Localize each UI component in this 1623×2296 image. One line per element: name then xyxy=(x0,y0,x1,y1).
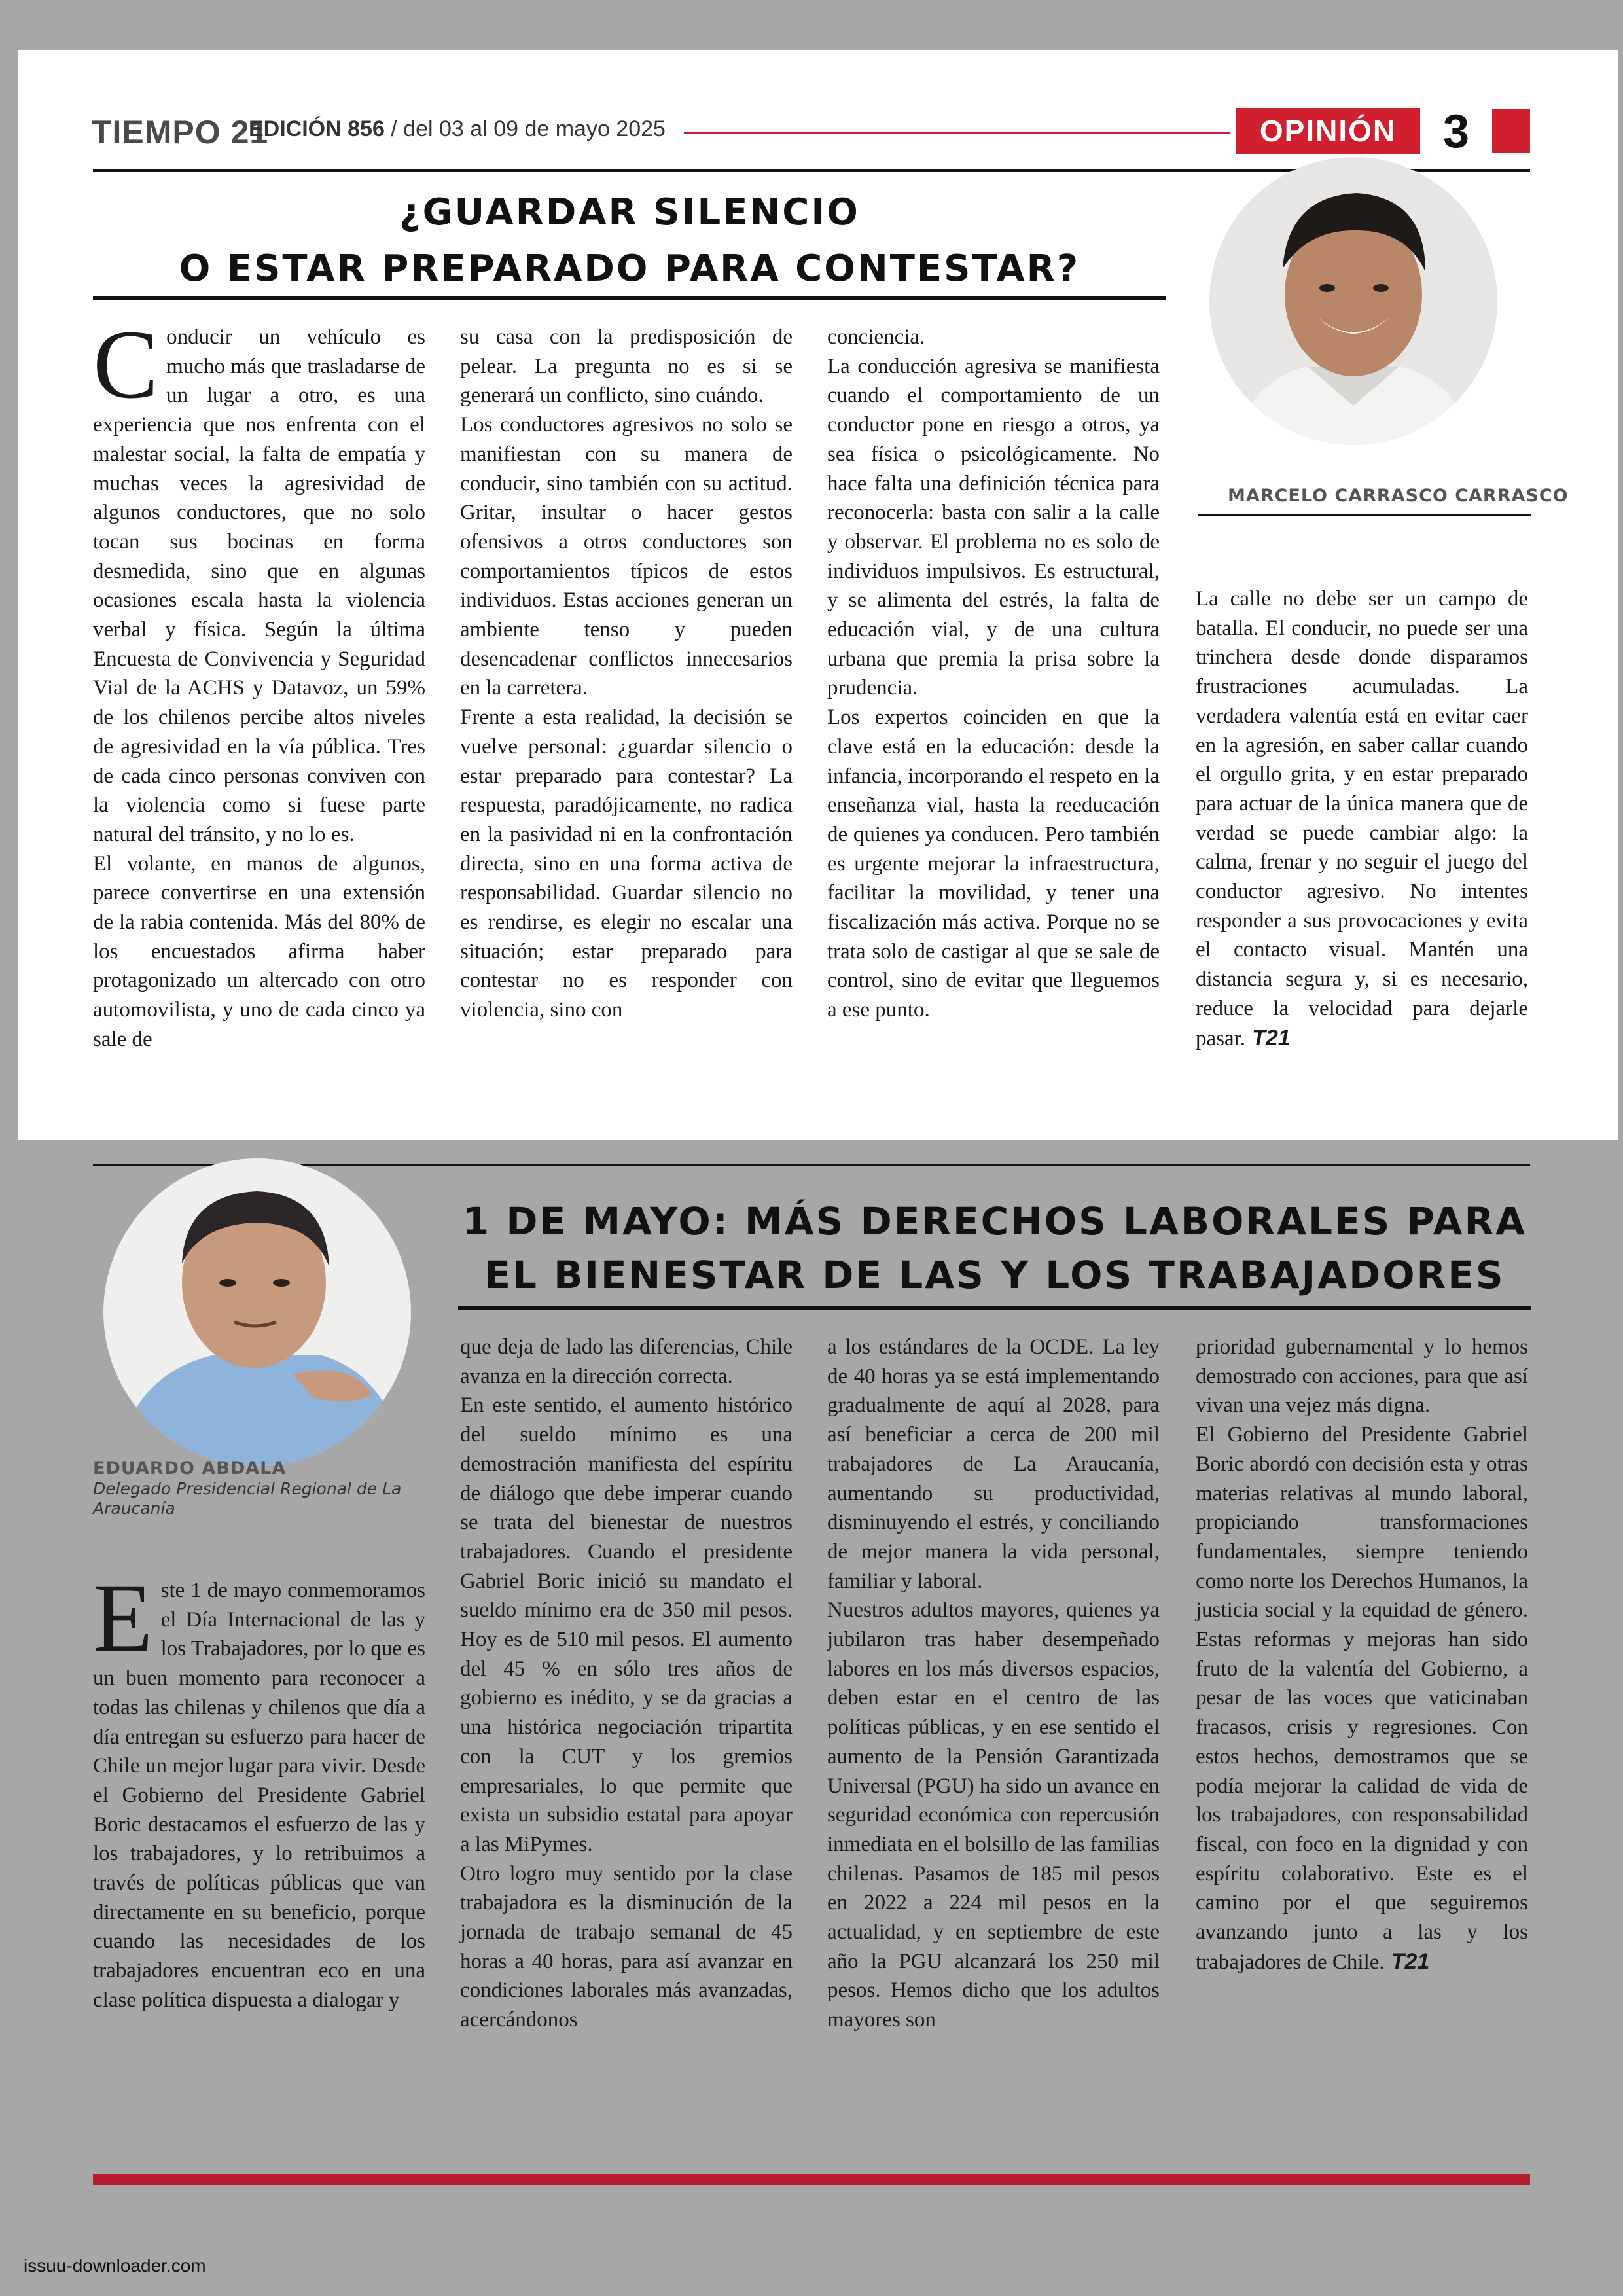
article1-paragraph: Conducir un vehículo es mucho más que trasladarse de un lugar a otro, es una experiencia que nos enfrenta con el malestar social, la falta de empatía y muchas veces la agresividad de algunos conductores, que no solo tocan sus bocinas en forma desmedida, sino que en algunas ocasiones escala hasta la violencia verbal y física. Según la última Encuesta de Convivencia y Seguridad Vial de la ACHS y Datavoz, un 59% de los chilenos percibe altos niveles de agresividad en la vía pública. Tres de cada cinco personas conviven con la violencia como si fuese parte natural del tránsito, y no lo es. xyxy=(93,310,425,846)
article1-title xyxy=(93,185,1166,297)
article2-paragraph: Este 1 de mayo conmemoramos el Día Internacional de las y los Trabajadores, por lo que es un buen momento para reconocer a todas las chilenas y chilenos que día a día entregan su esfuerzo para hacer de Chile un mejor lugar para vivir. Desde el Gobierno del Presidente Gabriel Boric destacamos el esfuerzo de las y los trabajadores, y lo retribuimos a través de políticas públicas que van directamente en su beneficio, porque cuando las necesidades de los trabajadores encuentran eco en una clase política dispuesta a dialogar y xyxy=(93,1564,425,2012)
article1-column-3 xyxy=(827,323,1160,1025)
header-red-line xyxy=(684,132,1230,134)
article2-paragraph: que deja de lado las diferencias, Chile avanza en la dirección correcta. xyxy=(460,1335,793,1388)
author1-name: MARCELO CARRASCO CARRASCO xyxy=(1228,486,1569,506)
article1-paragraph: La calle no debe ser un campo de batalla. El conducir, no puede ser una trinchera desde donde disparamos frustraciones acumuladas. La verdadera valentía está en evitar caer en la agresión, en saber callar cuando el orgullo grita, y en estar preparado para actuar de la única manera que de verdad se puede cambiar algo: la calma, frenar y no seguir el juego del conductor agresivo. No intentes responder a sus provocaciones y evita el contacto visual. Mantén una distancia segura y, si es necesario, reduce la velocidad para dejarle pasar. T21 xyxy=(1196,587,1528,1050)
footer-red-rule xyxy=(93,2174,1530,2185)
article2-column-3 xyxy=(827,1333,1160,2035)
article2-paragraph: a los estándares de la OCDE. La ley de 40 horas ya se está implementando gradualmente de aquí al 2028, para así beneficiar a cerca de 200 mil trabajadores de La Araucanía, aumentando su productividad, disminuyendo el estrés, y conciliando de mejor manera la vida personal, familiar y laboral. xyxy=(827,1335,1160,1593)
article2-title-line1: 1 DE MAYO: MÁS DERECHOS LABORALES PARA xyxy=(462,1199,1527,1244)
author1-rule xyxy=(1198,514,1531,516)
article2-column-1 xyxy=(93,1564,425,2015)
article1-paragraph: Frente a esta realidad, la decisión se vuelve personal: ¿guardar silencio o estar preparado para contestar? La respuesta, paradójicamente, no radica en la pasividad ni en la confrontación directa, sino en una forma activa de responsabilidad. Guardar silencio no es rendirse, es elegir no escalar una situación; estar preparado para contestar no es responder con violencia, sino con xyxy=(460,706,793,1022)
article2-paragraph: El Gobierno del Presidente Gabriel Boric abordó con decisión esta y otras materias relativas al mundo laboral, propiciando transformaciones fundamentales, siempre teniendo como norte los Derechos Humanos, la justicia social y la equidad de género. Estas reformas y mejoras han sido fruto de la valentía del Gobierno, a pesar de las voces que vaticinaban fracasos, crisis y regresiones. Con estos hechos, demostramos que se podía mejorar la calidad de vida de los trabajadores, con responsabilidad fiscal, con foco en la dignidad y con espíritu colaborativo. Este es el camino por el que seguiremos avanzando junto a las y los trabajadores de Chile. T21 xyxy=(1196,1423,1528,1974)
page-marker xyxy=(1492,109,1530,153)
article1-column-1 xyxy=(93,310,425,1054)
article1-paragraph: Los conductores agresivos no solo se manifiestan con su manera de conducir, sino también con su actitud. Gritar, insultar o hacer gestos ofensivos a otros conductores son comportamientos típicos de estos individuos. Estas acciones generan un ambiente tenso y pueden desencadenar conflictos innecesarios en la carretera. xyxy=(460,413,793,700)
article2-paragraph: Otro logro muy sentido por la clase trabajadora es la disminución de la jornada de trabajo semanal de 45 horas a 40 horas, para así avanzar en condiciones laborales más avanzadas, acercándonos xyxy=(460,1861,793,2032)
watermark-text: issuu-downloader.com xyxy=(24,2255,206,2276)
article1-title-line1: ¿GUARDAR SILENCIO xyxy=(399,191,860,234)
article-separator xyxy=(93,1164,1530,1166)
article1-paragraph: Los expertos coinciden en que la clave está en la educación: desde la infancia, incorporando el respeto en la enseñanza vial, hasta la reeducación de quienes ya conducen. Pero también es urgente mejorar la infraestructura, facilitar la movilidad, y tener una fiscalización más activa. Porque no se trata solo de castigar al que se sale de control, sino de evitar que lleguemos a ese punto. xyxy=(827,706,1160,1022)
article2-paragraph: prioridad gubernamental y lo hemos demostrado con acciones, para que así vivan una vejez más digna. xyxy=(1196,1335,1528,1418)
article1-paragraph: La conducción agresiva se manifiesta cuando el comportamiento de un conductor pone en riesgo a otros, ya sea física o psicológicamente. No hace falta una definición técnica para reconocerla: basta con salir a la calle y observar. El problema no es solo de individuos impulsivos. Es estructural, y se alimenta del estrés, la falta de educación vial, y de una cultura urbana que premia la prisa sobre la prudencia. xyxy=(827,354,1160,700)
article1-column-2 xyxy=(460,323,793,1025)
page-number: 3 xyxy=(1442,105,1470,158)
edition-number: EDICIÓN 856 xyxy=(249,117,385,141)
article1-title-rule xyxy=(93,296,1166,300)
section-label: OPINIÓN xyxy=(1236,108,1420,154)
article2-title xyxy=(458,1194,1531,1302)
article2-title-rule xyxy=(458,1306,1531,1310)
author2-photo xyxy=(103,1158,411,1466)
article1-title-line2: O ESTAR PREPARADO PARA CONTESTAR? xyxy=(179,247,1080,290)
article1-drop-cap: C xyxy=(93,310,159,419)
edition-line xyxy=(249,117,666,142)
article2-paragraph: Nuestros adultos mayores, quienes ya jubilaron tras haber desempeñado labores en los más diversos espacios, deben estar en el centro de las políticas públicas, y en ese sentido el aumento de la Pensión Garantizada Universal (PGU) ha sido un avance en seguridad económica con repercusión inmediata en el bolsillo de las familias chilenas. Pasamos de 185 mil pesos en 2022 a 224 mil pesos en la actualidad, y en septiembre de este año la PGU alcanzará los 250 mil pesos. Hemos dicho que los adultos mayores son xyxy=(827,1598,1160,2032)
article1-paragraph: su casa con la predisposición de pelear. La pregunta no es si se generará un conflicto, sino cuándo. xyxy=(460,325,793,408)
article2-column-4 xyxy=(1196,1333,1528,1977)
article1-paragraph: conciencia. xyxy=(827,325,925,349)
article1-column-4 xyxy=(1196,584,1528,1053)
edition-date: / del 03 al 09 de mayo 2025 xyxy=(384,117,666,141)
author2-role: Delegado Presidencial Regional de La Araucanía xyxy=(93,1479,402,1518)
article2-end-mark: T21 xyxy=(1391,1948,1430,1974)
tiempo21-logo: TIEMPO 21 xyxy=(92,114,269,151)
author1-photo xyxy=(1209,157,1497,445)
article1-paragraph: El volante, en manos de algunos, parece convertirse en una extensión de la rabia contenida. Más del 80% de los encuestados afirma haber protagonizado un altercado con otro automovilista, y uno de cada cinco ya sale de xyxy=(93,852,425,1051)
article2-column-2 xyxy=(460,1333,793,2035)
author2-name: EDUARDO ABDALA xyxy=(93,1458,287,1479)
article1-end-mark: T21 xyxy=(1252,1025,1291,1050)
article2-title-line2: EL BIENESTAR DE LAS Y LOS TRABAJADORES xyxy=(484,1253,1505,1297)
article2-drop-cap: E xyxy=(93,1564,153,1672)
article2-paragraph: En este sentido, el aumento histórico del sueldo mínimo es una demostración manifiesta del espíritu de diálogo que debe imperar cuando se trata del bienestar de nuestros trabajadores. Cuando el presidente Gabriel Boric inició su mandato el sueldo mínimo era de 350 mil pesos. Hoy es de 510 mil pesos. El aumento del 45 % en sólo tres años de gobierno es inédito, y se da gracias a una histórica negociación tripartita con la CUT y los gremios empresariales, lo que permite que exista un subsidio estatal para apoyar a las MiPymes. xyxy=(460,1393,793,1856)
